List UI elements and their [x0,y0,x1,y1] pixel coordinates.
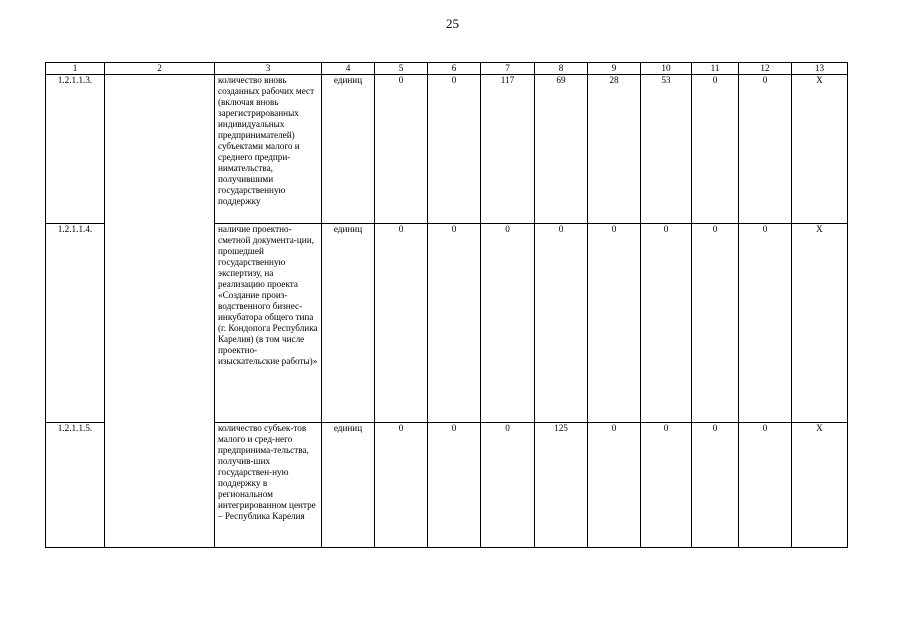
column-header: 7 [481,63,535,75]
value-cell: 0 [588,423,641,548]
value-cell: Х [792,423,848,548]
column-header: 1 [46,63,105,75]
value-cell: 0 [375,75,428,224]
column-header: 13 [792,63,848,75]
value-cell: 117 [481,75,535,224]
column-header: 2 [105,63,215,75]
indicators-table [45,62,848,548]
column-header: 11 [692,63,739,75]
column-header: 12 [739,63,792,75]
merged-empty-cell [105,75,215,548]
value-cell: 0 [739,75,792,224]
column-header: 9 [588,63,641,75]
row-unit: единиц [322,423,375,548]
value-cell: 0 [739,224,792,423]
row-code: 1.2.1.1.3. [46,75,105,224]
row-description: количество вновь созданных рабочих мест (включая вновь зарегистрированных индивидуальных предпринимателей) субъектами малого и среднего предпри-нимательства, получившими государственную поддержку [215,75,322,224]
column-header: 6 [428,63,481,75]
value-cell: 0 [375,423,428,548]
table-row [46,75,848,224]
value-cell: 0 [641,224,692,423]
value-cell: 53 [641,75,692,224]
column-header: 5 [375,63,428,75]
row-code: 1.2.1.1.5. [46,423,105,548]
value-cell: 0 [692,224,739,423]
row-description: количество субъек-тов малого и сред-него предпринима-тельства, получив-ших государствен-ную поддержку в региональном интегрированном центре – Республика Карелия [215,423,322,548]
value-cell: 0 [428,224,481,423]
column-header: 4 [322,63,375,75]
column-header: 8 [535,63,588,75]
value-cell: 0 [428,423,481,548]
value-cell: 0 [739,423,792,548]
column-header: 3 [215,63,322,75]
value-cell: 125 [535,423,588,548]
value-cell: 0 [692,75,739,224]
value-cell: 0 [588,224,641,423]
column-header: 10 [641,63,692,75]
value-cell: 0 [535,224,588,423]
value-cell: Х [792,224,848,423]
header-row [46,63,848,75]
value-cell: 28 [588,75,641,224]
page-number: 25 [446,16,459,31]
value-cell: 0 [481,423,535,548]
row-unit: единиц [322,75,375,224]
value-cell: 0 [641,423,692,548]
value-cell: 0 [692,423,739,548]
value-cell: Х [792,75,848,224]
row-code: 1.2.1.1.4. [46,224,105,423]
value-cell: 69 [535,75,588,224]
row-unit: единиц [322,224,375,423]
row-description: наличие проектно-сметной документа-ции, прошедшей государственную экспертизу, на реализацию проекта «Создание произ-водственного бизнес-инкубатора общего типа (г. Кондопога Республика Карелия) (в том числе проектно-изыскательские работы)» [215,224,322,423]
value-cell: 0 [375,224,428,423]
value-cell: 0 [428,75,481,224]
value-cell: 0 [481,224,535,423]
